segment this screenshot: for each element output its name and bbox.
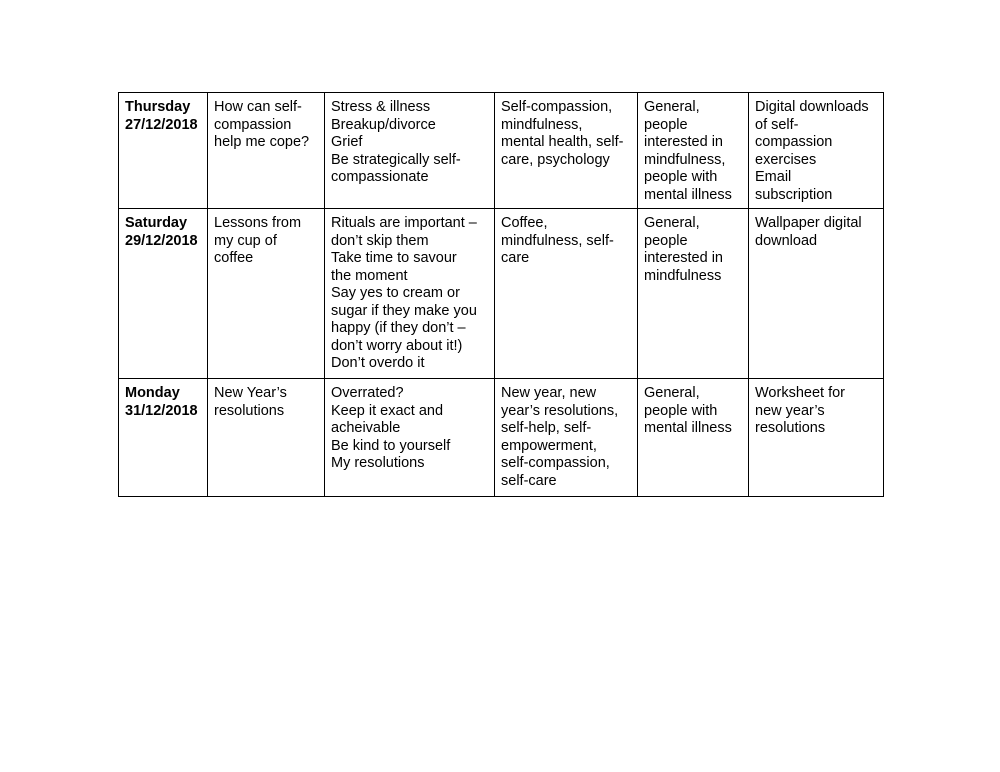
point-line: don’t worry about it!) <box>331 337 463 354</box>
offer-cell <box>749 379 884 497</box>
offer-line: download <box>755 232 818 249</box>
day-label: Thursday <box>125 99 191 115</box>
date-cell <box>119 93 208 209</box>
point-line: acheivable <box>331 420 401 436</box>
topic-line: resolutions <box>214 402 285 419</box>
keyword-line: mental health, self- <box>501 134 624 150</box>
offer-line: Email <box>755 169 792 185</box>
point-line: Rituals are important – <box>331 215 477 231</box>
date-label: 27/12/2018 <box>125 116 198 133</box>
date-cell <box>119 379 208 497</box>
point-line: Overrated? <box>331 385 404 401</box>
keyword-line: Coffee, <box>501 215 548 231</box>
keyword-line: self-care <box>501 472 557 489</box>
offer-line: compassion <box>755 134 833 150</box>
keyword-line: care, psychology <box>501 151 610 168</box>
keyword-line: year’s resolutions, <box>501 402 619 419</box>
offer-line: exercises <box>755 151 817 168</box>
offer-line: new year’s <box>755 402 825 419</box>
topic-cell <box>208 209 325 379</box>
point-line: happy (if they don’t – <box>331 320 466 336</box>
audience-line: mindfulness <box>644 267 722 284</box>
table-row <box>119 209 884 379</box>
keyword-line: mindfulness, self- <box>501 232 614 249</box>
day-label: Monday <box>125 385 180 401</box>
point-line: Stress & illness <box>331 99 431 115</box>
offer-line: Worksheet for <box>755 385 845 401</box>
topic-cell <box>208 379 325 497</box>
keyword-line: self-help, self- <box>501 420 592 436</box>
offer-line: resolutions <box>755 420 826 436</box>
topic-line: compassion <box>214 116 292 133</box>
audience-line: General, <box>644 99 700 115</box>
point-line: sugar if they make you <box>331 302 477 319</box>
keyword-line: Self-compassion, <box>501 99 613 115</box>
point-line: Be strategically self- <box>331 151 461 168</box>
audience-line: people with <box>644 169 718 185</box>
point-line: Breakup/divorce <box>331 116 436 133</box>
keywords-cell <box>495 379 638 497</box>
audience-cell <box>638 209 749 379</box>
topic-line: How can self- <box>214 99 302 115</box>
topic-line: coffee <box>214 250 254 266</box>
content-schedule-table <box>118 92 884 497</box>
audience-line: mental illness <box>644 420 732 436</box>
offer-line: of self- <box>755 116 799 133</box>
point-line: Take time to savour <box>331 250 457 266</box>
points-cell <box>325 209 495 379</box>
point-line: compassionate <box>331 169 429 185</box>
audience-line: people <box>644 232 688 249</box>
date-label: 29/12/2018 <box>125 232 198 249</box>
date-label: 31/12/2018 <box>125 402 198 419</box>
keywords-cell <box>495 209 638 379</box>
keywords-cell <box>495 93 638 209</box>
offer-line: Digital downloads <box>755 99 869 115</box>
point-line: Say yes to cream or <box>331 285 460 301</box>
day-label: Saturday <box>125 215 188 231</box>
topic-line: Lessons from <box>214 215 302 231</box>
audience-cell <box>638 93 749 209</box>
points-cell <box>325 379 495 497</box>
topic-line: help me cope? <box>214 134 310 150</box>
offer-line: Wallpaper digital <box>755 215 862 231</box>
audience-line: General, <box>644 385 700 401</box>
keyword-line: mindfulness, <box>501 116 583 133</box>
keyword-line: self-compassion, <box>501 455 610 471</box>
audience-line: mental illness <box>644 186 732 203</box>
point-line: Keep it exact and <box>331 402 444 419</box>
point-line: My resolutions <box>331 455 425 471</box>
keyword-line: empowerment, <box>501 437 597 454</box>
table-row <box>119 93 884 209</box>
point-line: Grief <box>331 134 363 150</box>
topic-cell <box>208 93 325 209</box>
date-cell <box>119 209 208 379</box>
point-line: the moment <box>331 267 408 284</box>
audience-line: mindfulness, <box>644 151 726 168</box>
point-line: Be kind to yourself <box>331 437 451 454</box>
points-cell <box>325 93 495 209</box>
point-line: don’t skip them <box>331 232 429 249</box>
audience-line: interested in <box>644 250 723 266</box>
topic-line: my cup of <box>214 232 277 249</box>
audience-cell <box>638 379 749 497</box>
audience-line: General, <box>644 215 700 231</box>
audience-line: interested in <box>644 134 723 150</box>
offer-cell <box>749 93 884 209</box>
audience-line: people <box>644 116 688 133</box>
offer-line: subscription <box>755 186 833 203</box>
point-line: Don’t overdo it <box>331 355 425 371</box>
keyword-line: New year, new <box>501 385 597 401</box>
offer-cell <box>749 209 884 379</box>
table-row <box>119 379 884 497</box>
audience-line: people with <box>644 402 718 419</box>
keyword-line: care <box>501 250 530 266</box>
topic-line: New Year’s <box>214 385 287 401</box>
